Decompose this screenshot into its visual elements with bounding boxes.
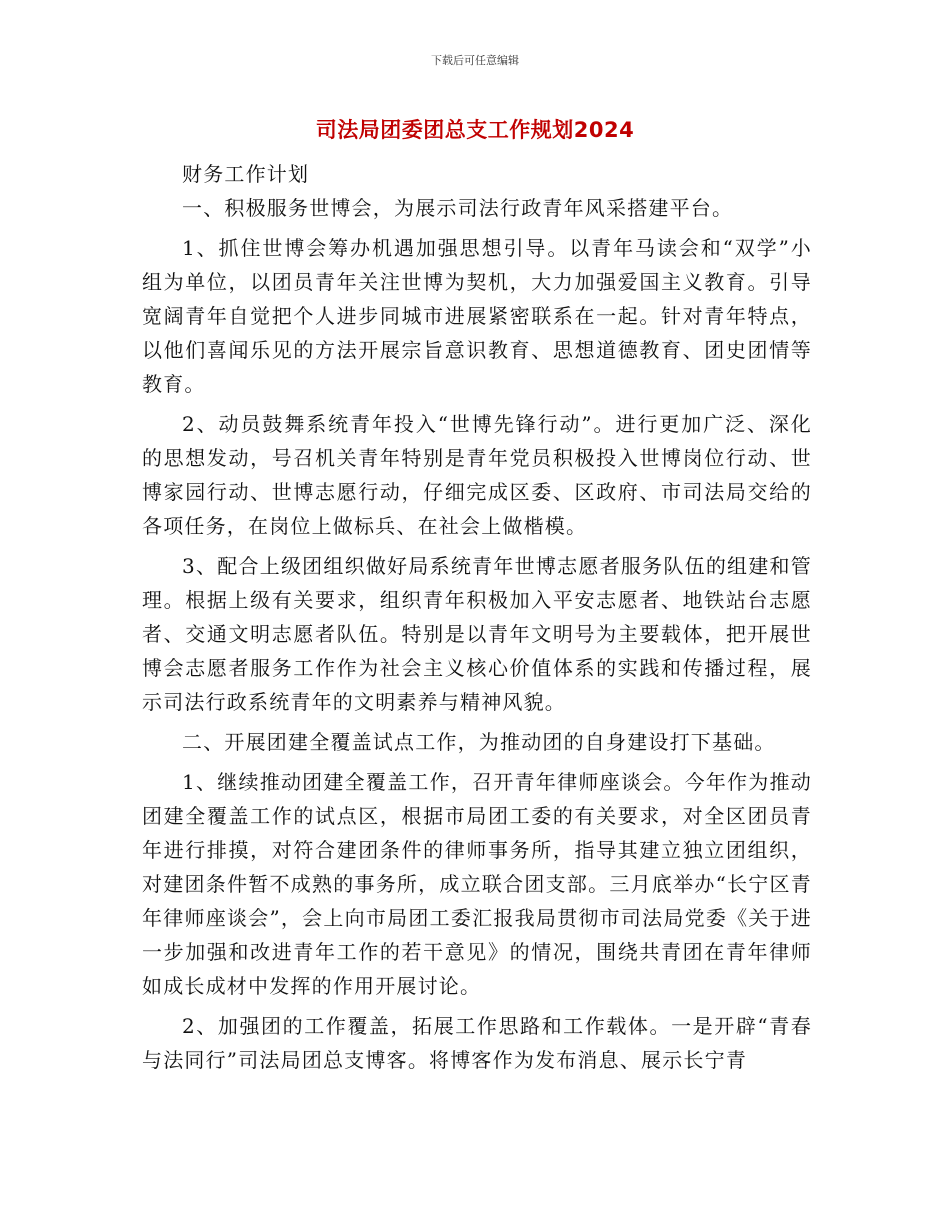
paragraph-2-1: 1、继续推动团建全覆盖工作，召开青年律师座谈会。今年作为推动团建全覆盖工作的试点区，根据市局团工委的有关要求，对全区团员青年进行排摸，对符合建团条件的律师事务所，指导其建立独立团组织，对建团条件暂不成熟的事务所，成立联合团支部。三月底举办“长宁区青年律师座谈会”，会上向市局团工委汇报我局贯彻市司法局党委《关于进一步加强和改进青年工作的若干意见》的情况，围绕共青团在青年律师如成长成材中发挥的作用开展讨论。 bbox=[142, 770, 812, 998]
paragraph-heading-plan: 财务工作计划 bbox=[182, 162, 310, 186]
header-note: 下载后可任意编辑 bbox=[431, 54, 519, 67]
paragraph-1-2: 2、动员鼓舞系统青年投入“世博先锋行动”。进行更加广泛、深化的思想发动，号召机关青年特别是青年党员积极投入世博岗位行动、世博家园行动、世博志愿行动，仔细完成区委、区政府、市司法局交给的各项任务，在岗位上做标兵、在社会上做楷模。 bbox=[142, 412, 812, 538]
paragraph-section-2: 二、开展团建全覆盖试点工作，为推动团的自身建设打下基础。 bbox=[182, 730, 776, 754]
paragraph-section-1: 一、积极服务世博会，为展示司法行政青年风采搭建平台。 bbox=[182, 196, 734, 220]
paragraph-2-2: 2、加强团的工作覆盖，拓展工作思路和工作载体。一是开辟“青春与法同行”司法局团总支博客。将博客作为发布消息、展示长宁青 bbox=[142, 1014, 812, 1072]
document-body bbox=[142, 157, 812, 1077]
document-title: 司法局团委团总支工作规划2024 bbox=[315, 118, 635, 142]
paragraph-1-3: 3、配合上级团组织做好局系统青年世博志愿者服务队伍的组建和管理。根据上级有关要求，组织青年积极加入平安志愿者、地铁站台志愿者、交通文明志愿者队伍。特别是以青年文明号为主要载体，把开展世博会志愿者服务工作作为社会主义核心价值体系的实践和传播过程，展示司法行政系统青年的文明素养与精神风貌。 bbox=[142, 554, 812, 714]
paragraph-1-1: 1、抓住世博会筹办机遇加强思想引导。以青年马读会和“双学”小组为单位，以团员青年关注世博为契机，大力加强爱国主义教育。引导宽阔青年自觉把个人进步同城市进展紧密联系在一起。针对青年特点，以他们喜闻乐见的方法开展宗旨意识教育、思想道德教育、团史团情等教育。 bbox=[142, 236, 812, 396]
